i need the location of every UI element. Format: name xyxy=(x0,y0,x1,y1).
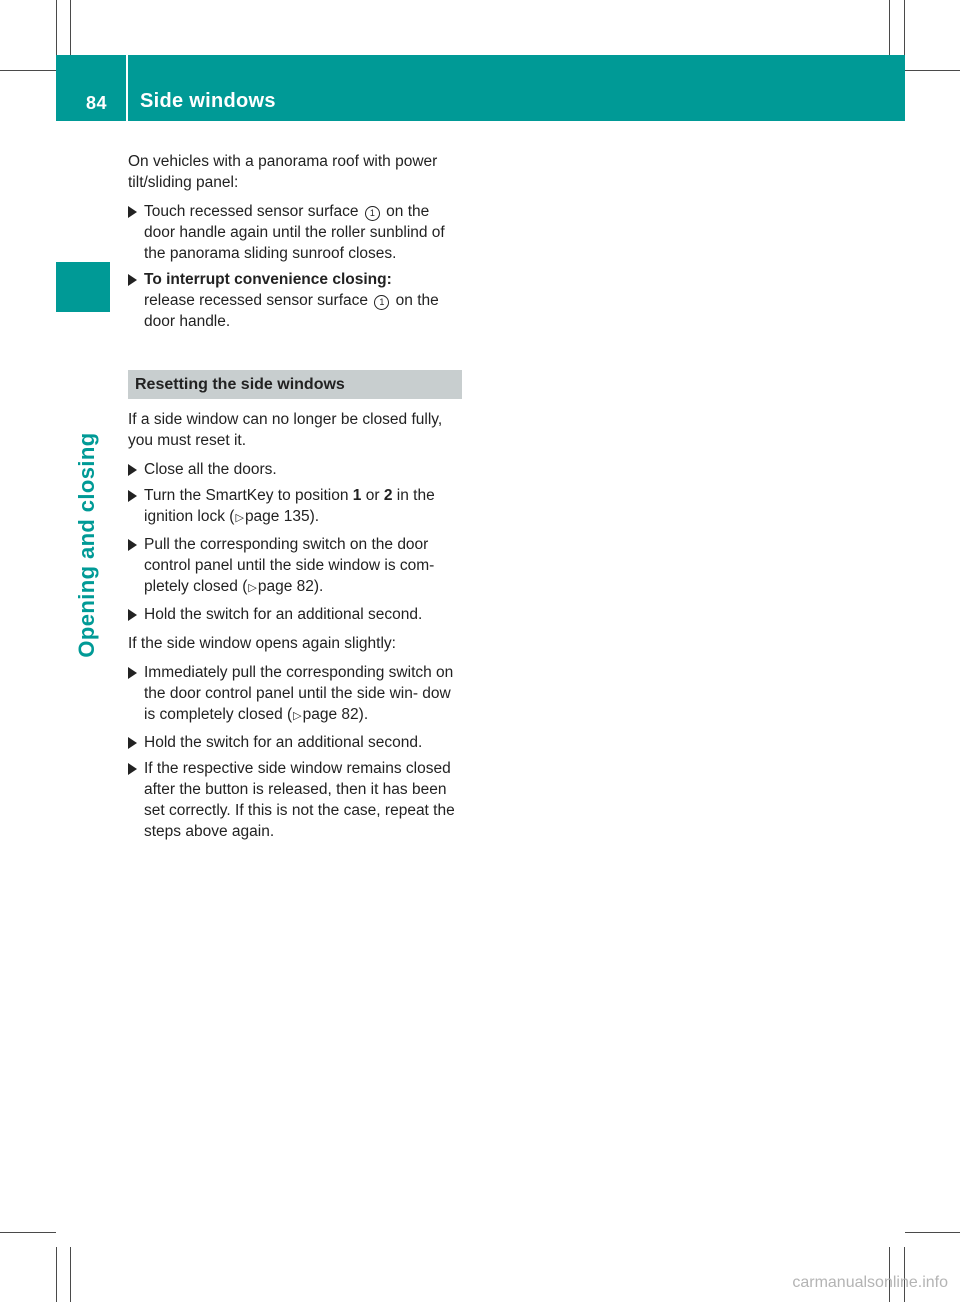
content-column xyxy=(128,151,462,847)
crop-mark xyxy=(905,70,960,71)
step-item xyxy=(128,758,462,842)
step-text: in the ignition lock ( xyxy=(144,487,435,525)
step-text: release recessed sensor surface xyxy=(144,292,369,309)
reset-intro: If a side window can no longer be closed fully, you must reset it. xyxy=(128,411,443,449)
page-reference[interactable]: page 135). xyxy=(244,508,320,525)
step-item xyxy=(128,604,462,625)
step-title: To interrupt convenience closing: xyxy=(144,271,392,288)
crop-mark xyxy=(70,1247,71,1302)
step-text: or xyxy=(365,487,380,504)
chapter-tab xyxy=(56,262,110,312)
step-arrow-icon xyxy=(128,490,137,502)
crop-mark xyxy=(904,0,905,55)
step-arrow-icon xyxy=(128,539,137,551)
page-number: 84 xyxy=(86,93,108,113)
step-text: If the respective side window remains closed after the button is released, then it has been set correctly. If this is not the case, repeat the steps above again. xyxy=(144,760,455,840)
step-item xyxy=(128,269,462,332)
step-text: Hold the switch for an additional second. xyxy=(144,734,423,751)
step-text: Pull the corresponding switch on the door control panel until the side window is com- pletely closed ( xyxy=(144,536,435,595)
watermark: carmanualsonline.info xyxy=(792,1274,948,1291)
page-ref-icon: ▷ xyxy=(235,512,244,524)
step-item xyxy=(128,459,462,480)
crop-mark xyxy=(905,1232,960,1233)
step-text: Immediately pull the corresponding switch on the door control panel until the side win- dow is completely closed ( xyxy=(144,664,454,723)
crop-mark xyxy=(56,0,57,55)
step-text: Close all the doors. xyxy=(144,461,277,478)
chapter-label: Opening and closing xyxy=(74,432,99,658)
page-ref-icon: ▷ xyxy=(248,582,257,594)
reopen-intro: If the side window opens again slightly: xyxy=(128,635,396,652)
intro-paragraph: On vehicles with a panorama roof with power tilt/sliding panel: xyxy=(128,153,438,191)
page-reference[interactable]: page 82). xyxy=(257,578,324,595)
step-arrow-icon xyxy=(128,737,137,749)
step-arrow-icon xyxy=(128,206,137,218)
crop-mark xyxy=(0,70,56,71)
page-reference[interactable]: page 82). xyxy=(302,706,369,723)
step-arrow-icon xyxy=(128,464,137,476)
step-arrow-icon xyxy=(128,763,137,775)
step-item xyxy=(128,201,462,264)
step-text: on the door handle. xyxy=(144,292,439,330)
step-arrow-icon xyxy=(128,274,137,286)
step-item xyxy=(128,485,462,529)
crop-mark xyxy=(56,1247,57,1302)
crop-mark xyxy=(889,0,890,55)
header-divider xyxy=(126,55,128,121)
page-ref-icon: ▷ xyxy=(293,710,302,722)
crop-mark xyxy=(70,0,71,55)
crop-mark xyxy=(0,1232,56,1233)
step-text: Hold the switch for an additional second. xyxy=(144,606,423,623)
step-item xyxy=(128,534,462,599)
step-text: Touch recessed sensor surface xyxy=(144,203,359,220)
position-number: 1 xyxy=(352,487,362,504)
subheading: Resetting the side windows xyxy=(128,370,462,399)
step-arrow-icon xyxy=(128,667,137,679)
circled-one-icon: 1 xyxy=(365,206,380,221)
step-item xyxy=(128,662,462,727)
step-text: Turn the SmartKey to position xyxy=(144,487,349,504)
position-number: 2 xyxy=(383,487,393,504)
step-text: on the door handle again until the roller sunblind of the panorama sliding sunroof closes. xyxy=(144,203,445,262)
step-item xyxy=(128,732,462,753)
circled-one-icon: 1 xyxy=(374,295,389,310)
section-title: Side windows xyxy=(140,90,276,112)
step-arrow-icon xyxy=(128,609,137,621)
